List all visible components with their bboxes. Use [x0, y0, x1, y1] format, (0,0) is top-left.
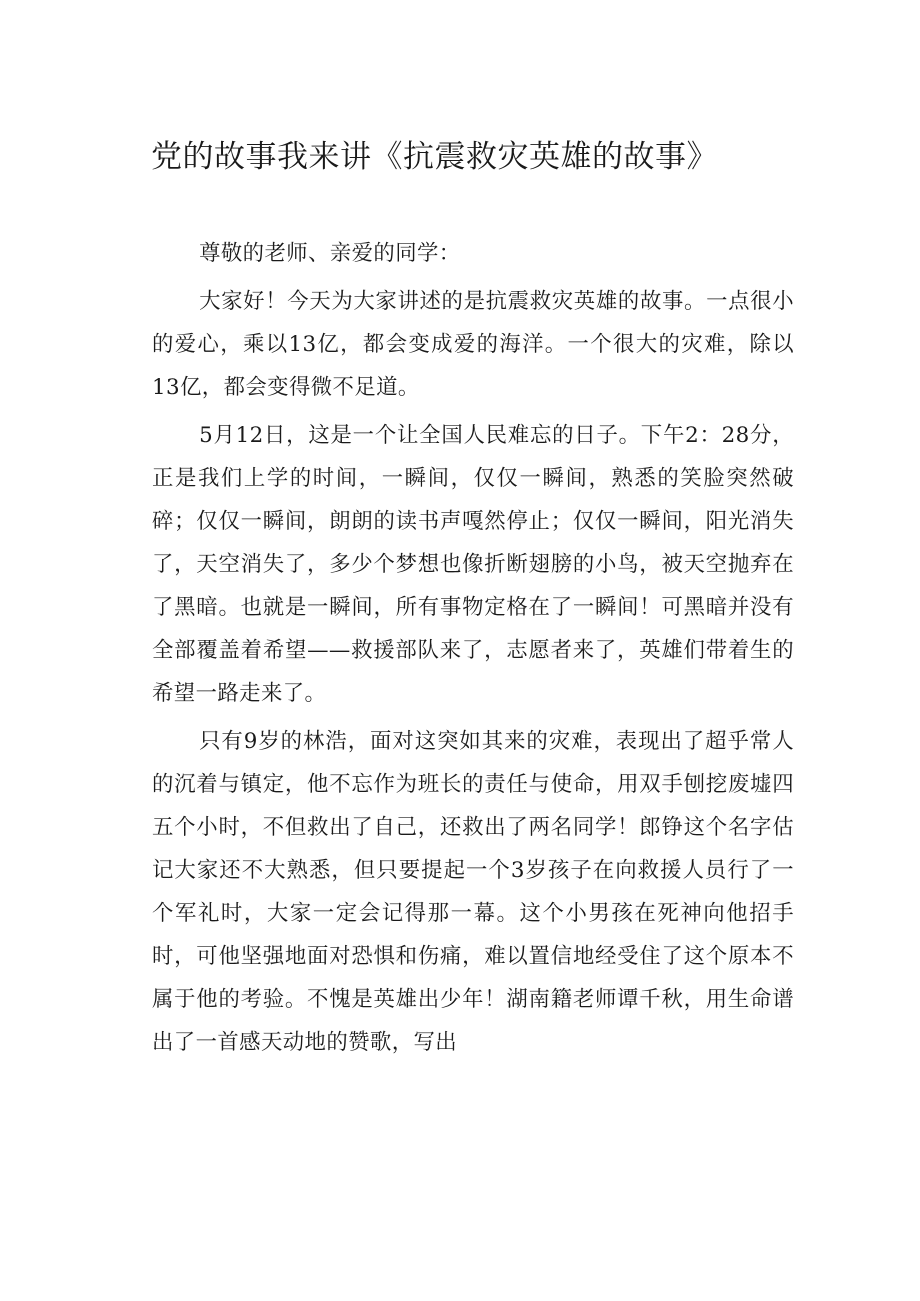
body-paragraph: 大家好！今天为大家讲述的是抗震救灾英雄的故事。一点很小的爱心，乘以13亿，都会变成爱的海洋。一个很大的灾难，除以13亿，都会变得微不足道。: [152, 289, 794, 400]
body-paragraph: 只有9岁的林浩，面对这突如其来的灾难，表现出了超乎常人的沉着与镇定，他不忘作为班长的责任与使命，用双手刨挖废墟四五个小时，不但救出了自己，还救出了两名同学！郎铮这个名字估记大家还不大熟悉，但只要提起一个3岁孩子在向救援人员行了一个军礼时，大家一定会记得那一幕。这个小男孩在死神向他招手时，可他坚强地面对恐惧和伤痛，难以置信地经受住了这个原本不属于他的考验。不愧是英雄出少年！湖南籍老师谭千秋，用生命谱出了一首感天动地的赞歌，写出: [152, 729, 794, 1055]
body-paragraph: 5月12日，这是一个让全国人民难忘的日子。下午2：28分，正是我们上学的时间，一瞬间，仅仅一瞬间，熟悉的笑脸突然破碎；仅仅一瞬间，朗朗的读书声嘎然停止；仅仅一瞬间，阳光消失了，天空消失了，多少个梦想也像折断翅膀的小鸟，被天空抛弃在了黑暗。也就是一瞬间，所有事物定格在了一瞬间！可黑暗并没有全部覆盖着希望——救援部队来了，志愿者来了，英雄们带着生的希望一路走来了。: [152, 423, 794, 706]
document-body: [152, 232, 794, 1069]
document-title: 党的故事我来讲《抗震救灾英雄的故事》: [151, 139, 718, 175]
salutation-paragraph: 尊敬的老师、亲爱的同学：: [199, 241, 461, 266]
